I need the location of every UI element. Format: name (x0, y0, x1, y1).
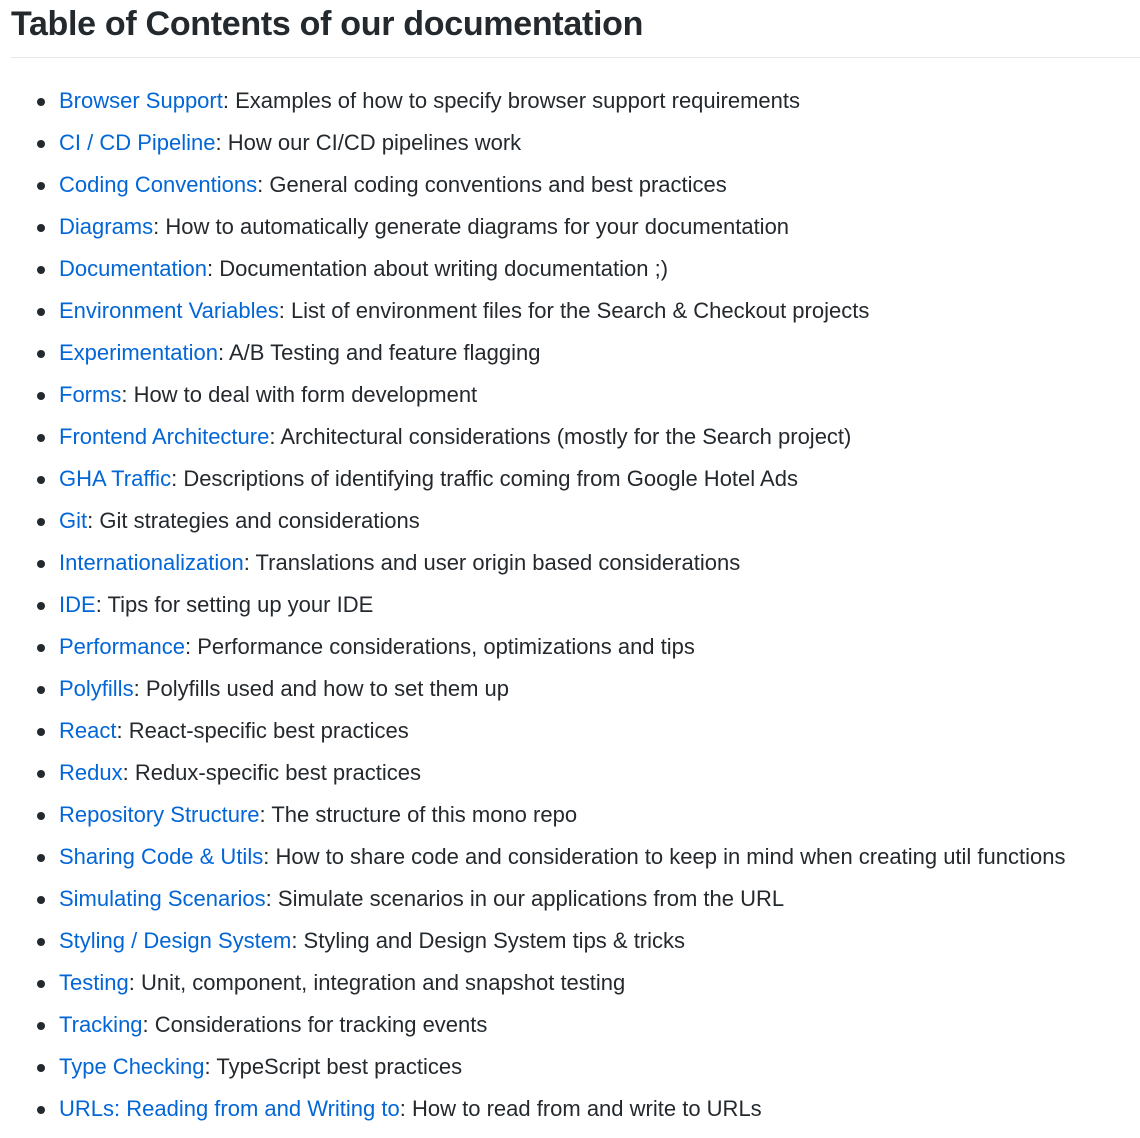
toc-link[interactable]: URLs: Reading from and Writing to (59, 1096, 400, 1121)
toc-description: A/B Testing and feature flagging (229, 340, 541, 365)
list-item (0, 584, 1065, 626)
toc-description: The structure of this mono repo (271, 802, 578, 827)
toc-description: Polyfills used and how to set them up (145, 676, 510, 701)
bullet-icon (37, 392, 45, 400)
toc-link[interactable]: Internationalization (59, 550, 244, 575)
list-item (0, 878, 1065, 920)
bullet-icon (37, 644, 45, 652)
separator: : (399, 1096, 412, 1121)
toc-link[interactable]: Repository Structure (59, 802, 260, 827)
separator: : (217, 340, 229, 365)
page-title: Table of Contents of our documentation (11, 5, 644, 43)
bullet-icon (37, 350, 45, 358)
bullet-icon (37, 266, 45, 274)
toc-description: Architectural considerations (mostly for the Search project) (280, 424, 852, 449)
toc-description: Redux-specific best practices (134, 760, 421, 785)
list-item (0, 416, 1065, 458)
toc-link[interactable]: React (59, 718, 117, 743)
toc-description: Tips for setting up your IDE (107, 592, 374, 617)
toc-description: How to share code and consideration to keep in mind when creating util functions (275, 844, 1066, 869)
separator: : (128, 970, 141, 995)
toc-link[interactable]: Sharing Code & Utils (59, 844, 264, 869)
separator: : (121, 382, 134, 407)
separator: : (204, 1054, 217, 1079)
bullet-icon (37, 980, 45, 988)
toc-link[interactable]: Polyfills (59, 676, 134, 701)
bullet-icon (37, 812, 45, 820)
list-item (0, 1088, 1065, 1130)
toc-description: Documentation about writing documentation ;) (219, 256, 669, 281)
toc-link[interactable]: Documentation (59, 256, 207, 281)
toc-description: How our CI/CD pipelines work (227, 130, 522, 155)
separator: : (243, 550, 256, 575)
bullet-icon (37, 476, 45, 484)
toc-description: List of environment files for the Search & Checkout projects (290, 298, 870, 323)
list-item (0, 164, 1065, 206)
separator: : (116, 718, 129, 743)
toc-link[interactable]: IDE (59, 592, 96, 617)
toc-link[interactable]: Forms (59, 382, 122, 407)
toc-description: React-specific best practices (128, 718, 409, 743)
bullet-icon (37, 434, 45, 442)
list-item (0, 248, 1065, 290)
toc-description: Considerations for tracking events (154, 1012, 488, 1037)
toc-description: General coding conventions and best practices (269, 172, 727, 197)
toc-link[interactable]: Diagrams (59, 214, 154, 239)
separator: : (133, 676, 146, 701)
bullet-icon (37, 854, 45, 862)
list-item (0, 374, 1065, 416)
list-item (0, 962, 1065, 1004)
toc-description: Descriptions of identifying traffic coming from Google Hotel Ads (183, 466, 798, 491)
toc-link[interactable]: Git (59, 508, 88, 533)
toc-link[interactable]: Styling / Design System (59, 928, 292, 953)
separator: : (263, 844, 276, 869)
toc-description: How to read from and write to URLs (411, 1096, 762, 1121)
list-item (0, 668, 1065, 710)
table-of-contents-list (0, 80, 1065, 1130)
separator: : (265, 886, 278, 911)
list-item (0, 752, 1065, 794)
toc-link[interactable]: CI / CD Pipeline (59, 130, 216, 155)
toc-description: How to deal with form development (133, 382, 478, 407)
toc-description: Unit, component, integration and snapshot testing (140, 970, 626, 995)
toc-description: Performance considerations, optimizations and tips (197, 634, 695, 659)
list-item (0, 80, 1065, 122)
list-item (0, 332, 1065, 374)
list-item (0, 206, 1065, 248)
separator: : (95, 592, 108, 617)
separator: : (153, 214, 166, 239)
separator: : (122, 760, 135, 785)
bullet-icon (37, 224, 45, 232)
separator: : (257, 172, 270, 197)
title-divider (11, 57, 1140, 58)
toc-link[interactable]: Experimentation (59, 340, 218, 365)
separator: : (87, 508, 100, 533)
toc-link[interactable]: Type Checking (59, 1054, 205, 1079)
separator: : (269, 424, 281, 449)
list-item (0, 542, 1065, 584)
list-item (0, 458, 1065, 500)
toc-link[interactable]: Tracking (59, 1012, 143, 1037)
bullet-icon (37, 686, 45, 694)
list-item (0, 1004, 1065, 1046)
bullet-icon (37, 518, 45, 526)
toc-description: Translations and user origin based considerations (255, 550, 741, 575)
toc-link[interactable]: Performance (59, 634, 185, 659)
bullet-icon (37, 182, 45, 190)
toc-description: TypeScript best practices (216, 1054, 463, 1079)
separator: : (278, 298, 291, 323)
list-item (0, 500, 1065, 542)
separator: : (215, 130, 228, 155)
separator: : (171, 466, 184, 491)
bullet-icon (37, 728, 45, 736)
separator: : (259, 802, 272, 827)
separator: : (222, 88, 236, 113)
list-item (0, 920, 1065, 962)
bullet-icon (37, 1106, 45, 1114)
separator: : (206, 256, 220, 281)
separator: : (142, 1012, 155, 1037)
toc-link[interactable]: Testing (59, 970, 129, 995)
toc-link[interactable]: Simulating Scenarios (59, 886, 266, 911)
bullet-icon (37, 938, 45, 946)
toc-description: Examples of how to specify browser support requirements (235, 88, 801, 113)
bullet-icon (37, 560, 45, 568)
list-item (0, 626, 1065, 668)
list-item (0, 1046, 1065, 1088)
toc-link[interactable]: Environment Variables (59, 298, 279, 323)
list-item (0, 122, 1065, 164)
list-item (0, 290, 1065, 332)
bullet-icon (37, 308, 45, 316)
toc-link[interactable]: Coding Conventions (59, 172, 258, 197)
toc-description: Simulate scenarios in our applications from the URL (277, 886, 785, 911)
bullet-icon (37, 602, 45, 610)
toc-link[interactable]: Redux (59, 760, 123, 785)
toc-link[interactable]: GHA Traffic (59, 466, 172, 491)
bullet-icon (37, 98, 45, 106)
bullet-icon (37, 1022, 45, 1030)
bullet-icon (37, 770, 45, 778)
toc-description: Styling and Design System tips & tricks (303, 928, 686, 953)
toc-description: How to automatically generate diagrams for your documentation (165, 214, 790, 239)
toc-link[interactable]: Frontend Architecture (59, 424, 270, 449)
bullet-icon (37, 896, 45, 904)
separator: : (184, 634, 198, 659)
list-item (0, 794, 1065, 836)
separator: : (291, 928, 304, 953)
toc-description: Git strategies and considerations (99, 508, 420, 533)
bullet-icon (37, 140, 45, 148)
bullet-icon (37, 1064, 45, 1072)
toc-link[interactable]: Browser Support (59, 88, 223, 113)
list-item (0, 836, 1065, 878)
list-item (0, 710, 1065, 752)
